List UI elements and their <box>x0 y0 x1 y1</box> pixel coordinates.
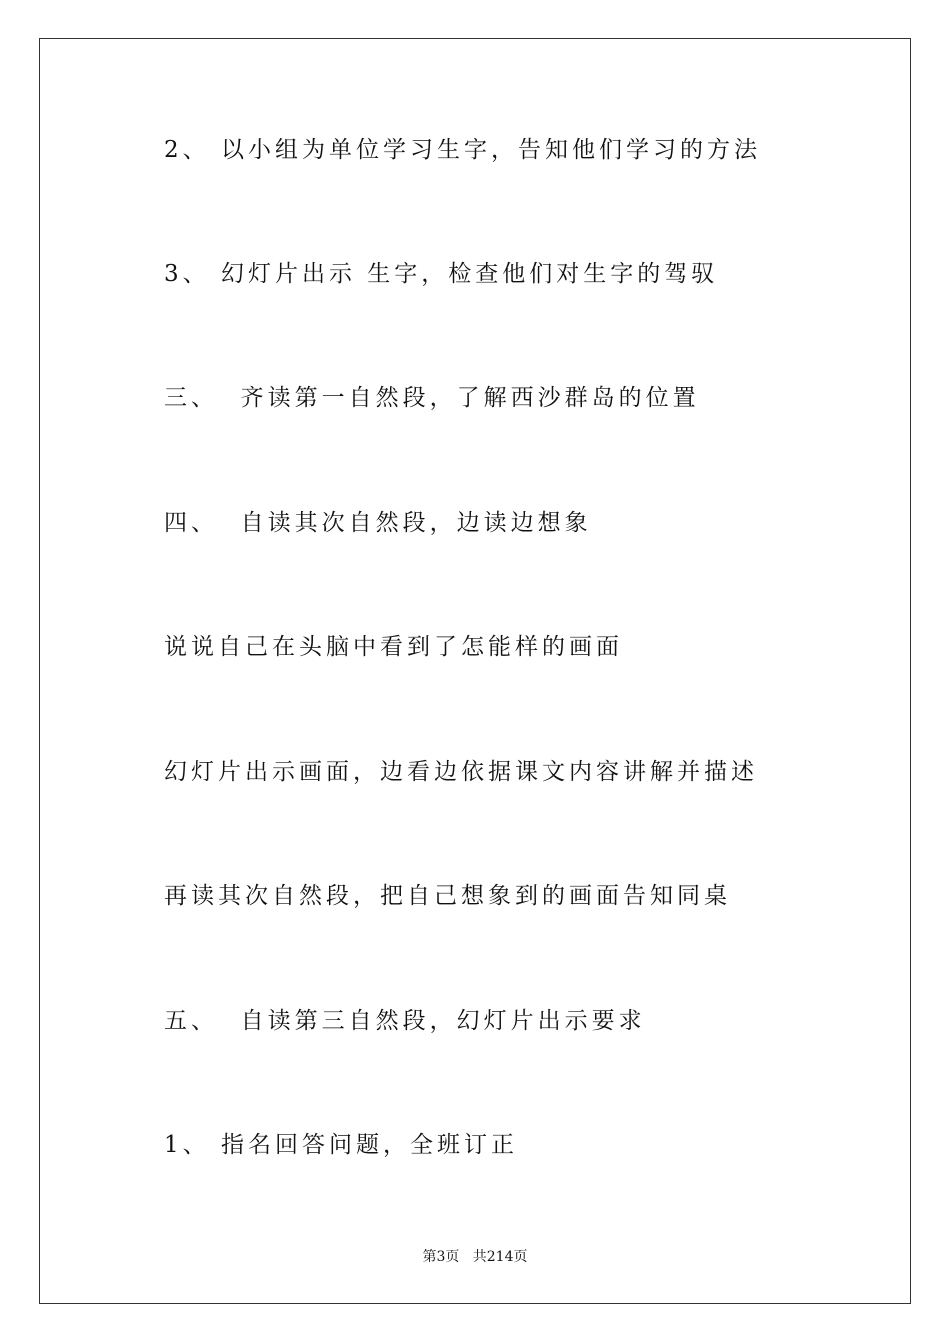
document-line: 四、 自读其次自然段，边读边想象 <box>164 510 592 536</box>
document-line: 三、 齐读第一自然段，了解西沙群岛的位置 <box>164 385 700 411</box>
document-line: 1、 指名回答问题，全班订正 <box>164 1132 518 1158</box>
page-number-footer: 第3页 共214页 <box>422 1249 528 1265</box>
document-line: 2、 以小组为单位学习生字，告知他们学习的方法 <box>164 137 761 163</box>
document-line: 说说自己在头脑中看到了怎能样的画面 <box>164 634 623 660</box>
document-line: 五、 自读第三自然段，幻灯片出示要求 <box>164 1008 646 1034</box>
document-line: 3、 幻灯片出示 生字，检查他们对生字的驾驭 <box>164 261 719 287</box>
page-frame <box>39 38 911 1304</box>
document-line: 幻灯片出示画面，边看边依据课文内容讲解并描述 <box>164 759 758 785</box>
document-line: 再读其次自然段，把自己想象到的画面告知同桌 <box>164 883 731 909</box>
